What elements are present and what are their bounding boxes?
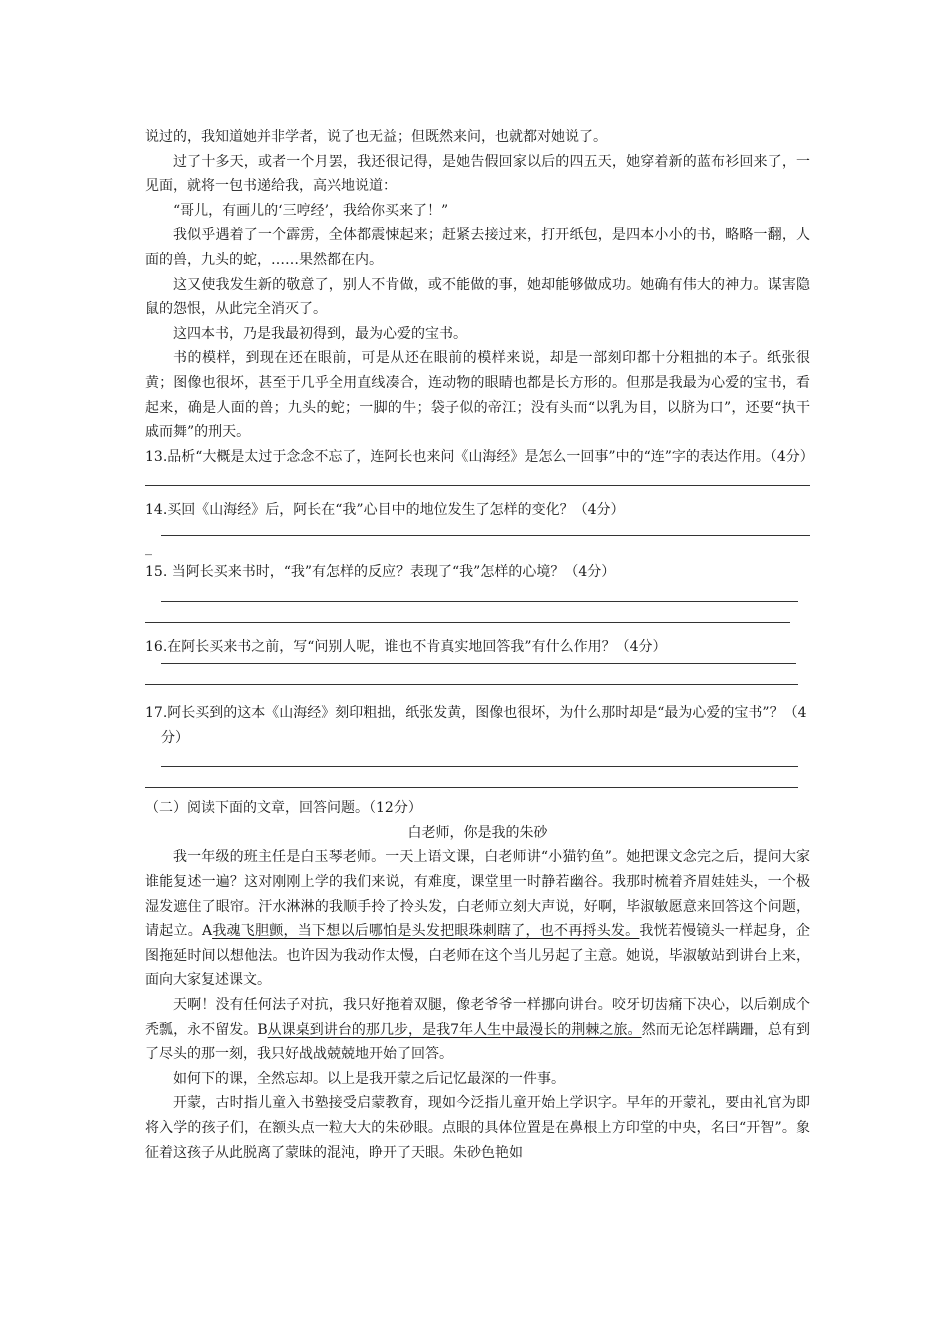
question-16: 16.在阿长买来书之前，写“问别人呢，谁也不肯真实地回答我”有什么作用？（4分） (145, 638, 667, 655)
passage-paragraph: 我似乎遇着了一个霹雳，全体都震悚起来；赶紧去接过来，打开纸包，是四本小小的书，略略一翻，人面的兽，九头的蛇，……果然都在内。 (145, 227, 810, 268)
passage-paragraph: 说过的，我知道她并非学者，说了也无益；但既然来问，也就都对她说了。 (145, 129, 607, 145)
article-title: 白老师，你是我的朱砂 (407, 824, 548, 841)
article-paragraph: 开蒙，古时指儿童入书塾接受启蒙教育，现如今泛指儿童开始上学识字。早年的开蒙礼，要由礼官为即将入学的孩子们，在额头点一粒大大的朱砂眼。点眼的具体位置是在鼻根上方印堂的中央，名曰“开智”。象征着这孩子从此脱离了蒙昧的混沌，睁开了天眼。朱砂色艳如 (145, 1095, 810, 1161)
article-paragraph: 如何下的课，全然忘却。以上是我开蒙之后记忆最深的一件事。 (173, 1070, 565, 1087)
exam-page (145, 125, 814, 1165)
paragraph-text: 我恍若慢镜头一样起身，企图拖延时间以想他法。也许因为我动作太慢，白老师在这个当儿另起了主意。她说，毕淑敏站到讲台上来，面向大家复述课文。 (145, 923, 811, 989)
marker-b: B (257, 1021, 268, 1038)
passage-paragraph: 这又使我发生新的敬意了，别人不肯做，或不能做的事，她却能够做成功。她确有伟大的神力。谋害隐鼠的怨恨，从此完全消灭了。 (145, 276, 810, 318)
underlined-sentence-a: 我魂飞胆颤，当下想以后哪怕是头发把眼珠刺瞎了，也不再捋头发。 (212, 923, 640, 940)
paragraph-text: 天啊！没有任何法子对抗，我只好拖着双腿，像老爷爷一样挪向讲台。咬牙切齿痛下决心，以后剃成个秃瓢，永不留发。 (145, 997, 810, 1038)
underlined-sentence-b: 从课桌到讲台的那几步，是我7年人生中最漫长的荆棘之旅。 (267, 1021, 642, 1038)
question-14: 14.买回《山海经》后，阿长在“我”心目中的地位发生了怎样的变化？（4分） (145, 502, 625, 519)
marker-a: A (201, 923, 213, 940)
paragraph-text: 我一年级的班主任是白玉琴老师。一天上语文课，白老师讲“小猫钓鱼”。她把课文念完之后，提问大家谁能复述一遍？这对刚刚上学的我们来说，有难度，课堂里一时静若幽谷。我那时梳着齐眉娃娃头，一个极湿发遮住了眼帘。汗水淋淋的我顺手拎了拎头发，白老师立刻大声说，好啊，毕淑敏愿意来回答这个问题，请起立。 (145, 849, 810, 940)
question-13: 13.品析“大概是太过于念念不忘了，连阿长也来问《山海经》是怎么一回事”中的“连”字的表达作用。（4分） (145, 448, 814, 465)
section-heading: （二）阅读下面的文章，回答问题。（12分） (145, 800, 422, 817)
article-paragraph (145, 845, 810, 993)
passage-paragraph: 这四本书，乃是我最初得到，最为心爱的宝书。 (173, 325, 467, 342)
paragraph-text: 然而无论怎样蹒跚，总有到了尽头的那一刻，我只好战战兢兢地开始了回答。 (145, 1021, 811, 1063)
passage-quote: “哥儿，有画儿的‘三哼经’，我给你买来了！” (173, 202, 449, 219)
passage-paragraph: 过了十多天，或者一个月罢，我还很记得，是她告假回家以后的四五天，她穿着新的蓝布衫回来了，一见面，就将一包书递给我，高兴地说道： (145, 153, 810, 195)
article-paragraph (145, 993, 810, 1067)
answer-blank-dash: _ (145, 539, 152, 556)
passage-paragraph: 书的模样，到现在还在眼前，可是从还在眼前的模样来说，却是一部刻印都十分粗拙的本子。纸张很黄；图像也很坏，甚至于几乎全用直线凑合，连动物的眼睛也都是长方形的。但那是我最为心爱的宝书，看起来，确是人面的兽；九头的蛇；一脚的牛；袋子似的帝江；没有头而“以乳为目，以脐为口”，还要“执干戚而舞”的刑天。 (145, 350, 810, 441)
question-17: 17.阿长买到的这本《山海经》刻印粗拙，纸张发黄，图像也很坏，为什么那时却是“最为心爱的宝书”？（4分） (145, 705, 807, 746)
question-15: 15. 当阿长买来书时，“我”有怎样的反应？表现了“我”怎样的心境？（4分） (145, 563, 616, 580)
